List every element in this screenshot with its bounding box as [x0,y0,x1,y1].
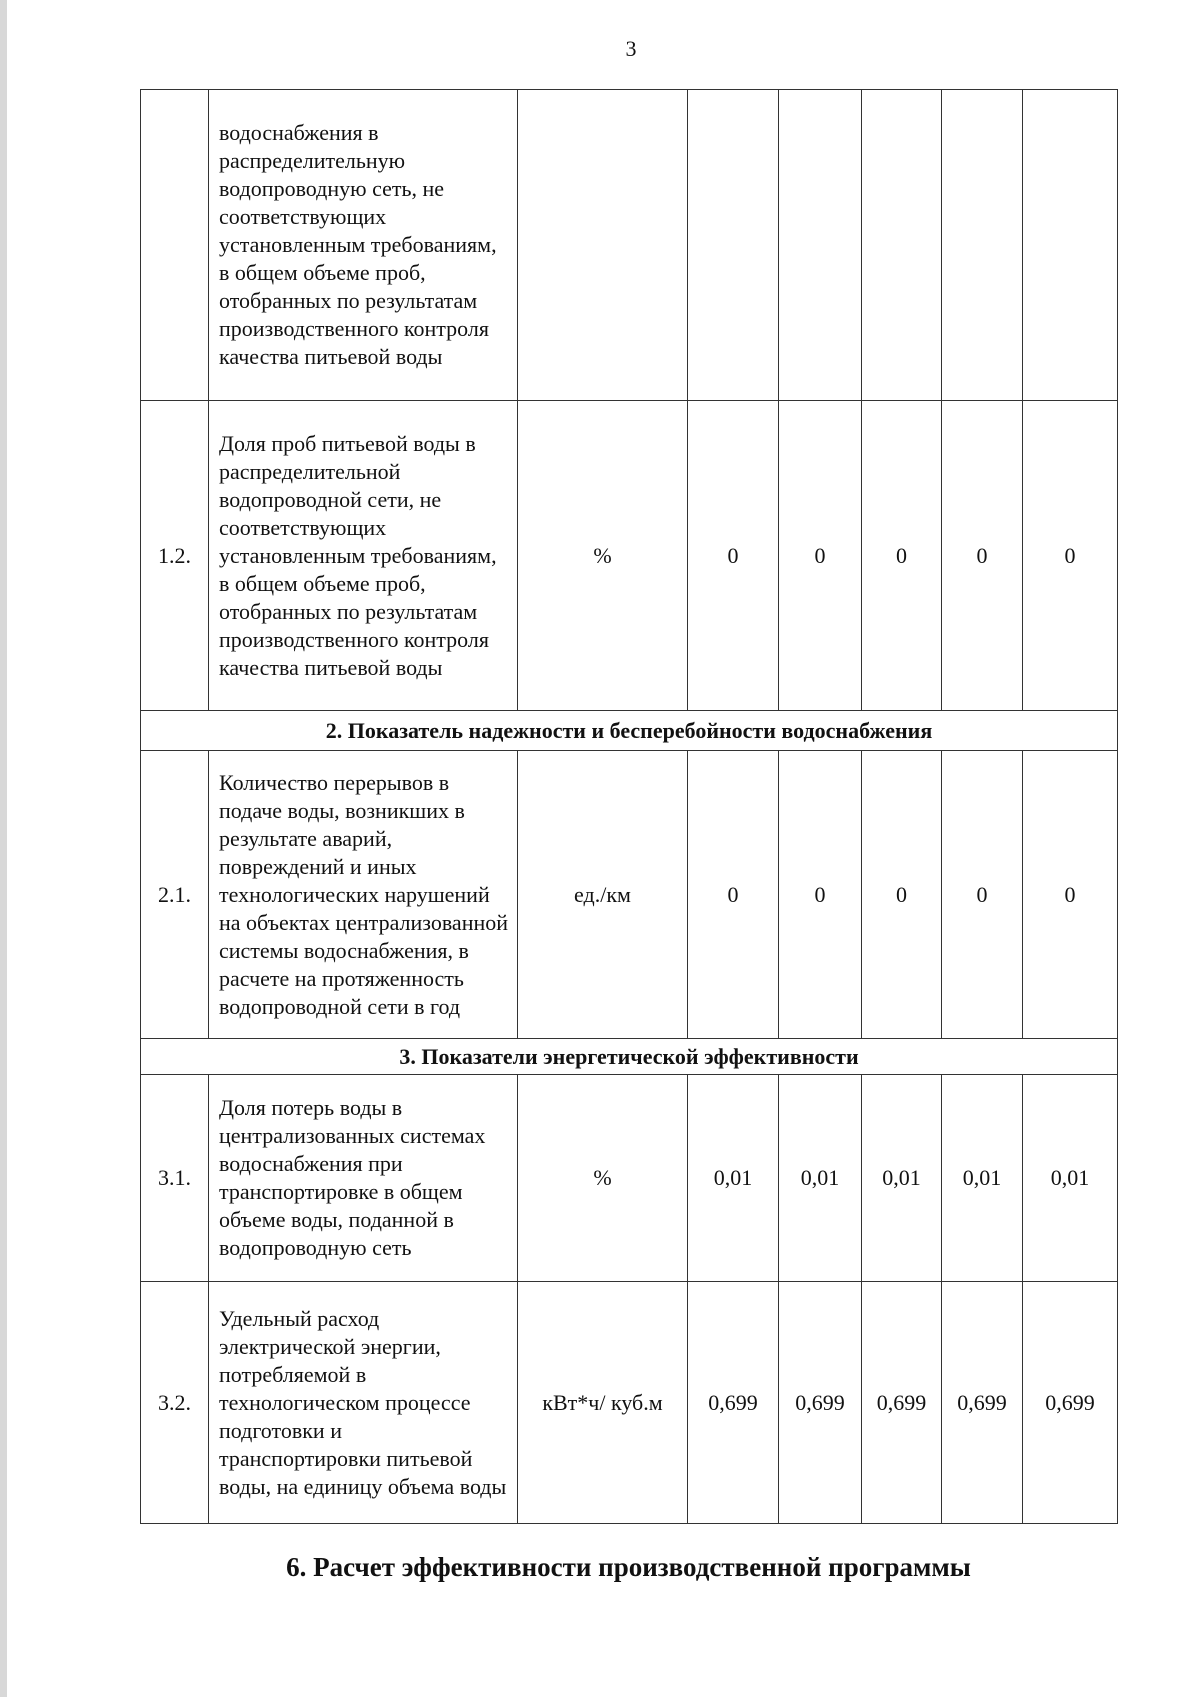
indicator-description: Доля потерь воды в централизованных системах водоснабжения при транспортировке в общем объеме воды, поданной в водопроводную сеть [209,1075,518,1282]
indicator-description: Количество перерывов в подаче воды, возникших в результате аварий, повреждений и иных технологических нарушений на объектах централизованной системы водоснабжения, в расчете на протяженность водопроводной сети в год [209,751,518,1039]
value-cell: 0 [862,751,942,1039]
value-cell [779,90,862,401]
value-cell: 0,01 [688,1075,779,1282]
value-cell: 0 [779,401,862,711]
table-row [141,751,1118,1039]
value-cell: 0,699 [779,1282,862,1524]
value-cell [688,90,779,401]
row-number: 2.1. [141,751,209,1039]
section-row [141,1039,1118,1075]
indicator-description: водоснабжения в распределительную водопроводную сеть, не соответствующих установленным требованиям, в общем объеме проб, отобранных по результатам производственного контроля качества питьевой воды [209,90,518,401]
unit-cell: % [518,401,688,711]
value-cell: 0,699 [688,1282,779,1524]
section-heading: 2. Показатель надежности и бесперебойности водоснабжения [141,711,1118,751]
page-number: 3 [625,36,637,61]
indicator-description: Доля проб питьевой воды в распределительной водопроводной сети, не соответствующих установленным требованиям, в общем объеме проб, отобранных по результатам производственного контроля качества питьевой воды [209,401,518,711]
unit-cell [518,90,688,401]
unit-cell: кВт*ч/ куб.м [518,1282,688,1524]
row-number: 3.2. [141,1282,209,1524]
table-row [141,1075,1118,1282]
value-cell: 0 [688,401,779,711]
value-cell: 0 [688,751,779,1039]
table-row [141,1282,1118,1524]
row-number: 3.1. [141,1075,209,1282]
section-row [141,711,1118,751]
value-cell: 0 [779,751,862,1039]
unit-cell: ед./км [518,751,688,1039]
value-cell: 0,699 [862,1282,942,1524]
value-cell: 0,01 [1023,1075,1118,1282]
value-cell: 0 [942,751,1023,1039]
value-cell [1023,90,1118,401]
table-row [141,401,1118,711]
value-cell: 0 [942,401,1023,711]
value-cell: 0 [1023,401,1118,711]
value-cell: 0,699 [1023,1282,1118,1524]
scan-edge-shadow [0,0,7,1697]
table-row [141,90,1118,401]
value-cell: 0,699 [942,1282,1023,1524]
indicator-description: Удельный расход электрической энергии, потребляемой в технологическом процессе подготовки и транспортировки питьевой воды, на единицу объема воды [209,1282,518,1524]
value-cell: 0 [1023,751,1118,1039]
section-heading: 3. Показатели энергетической эффективности [141,1039,1118,1075]
section-title: 6. Расчет эффективности производственной программы [286,1552,971,1582]
value-cell: 0,01 [942,1075,1023,1282]
value-cell: 0,01 [862,1075,942,1282]
unit-cell: % [518,1075,688,1282]
value-cell [942,90,1023,401]
value-cell: 0 [862,401,942,711]
row-number: 1.2. [141,401,209,711]
indicators-table [140,89,1118,1524]
value-cell [862,90,942,401]
value-cell: 0,01 [779,1075,862,1282]
row-number [141,90,209,401]
